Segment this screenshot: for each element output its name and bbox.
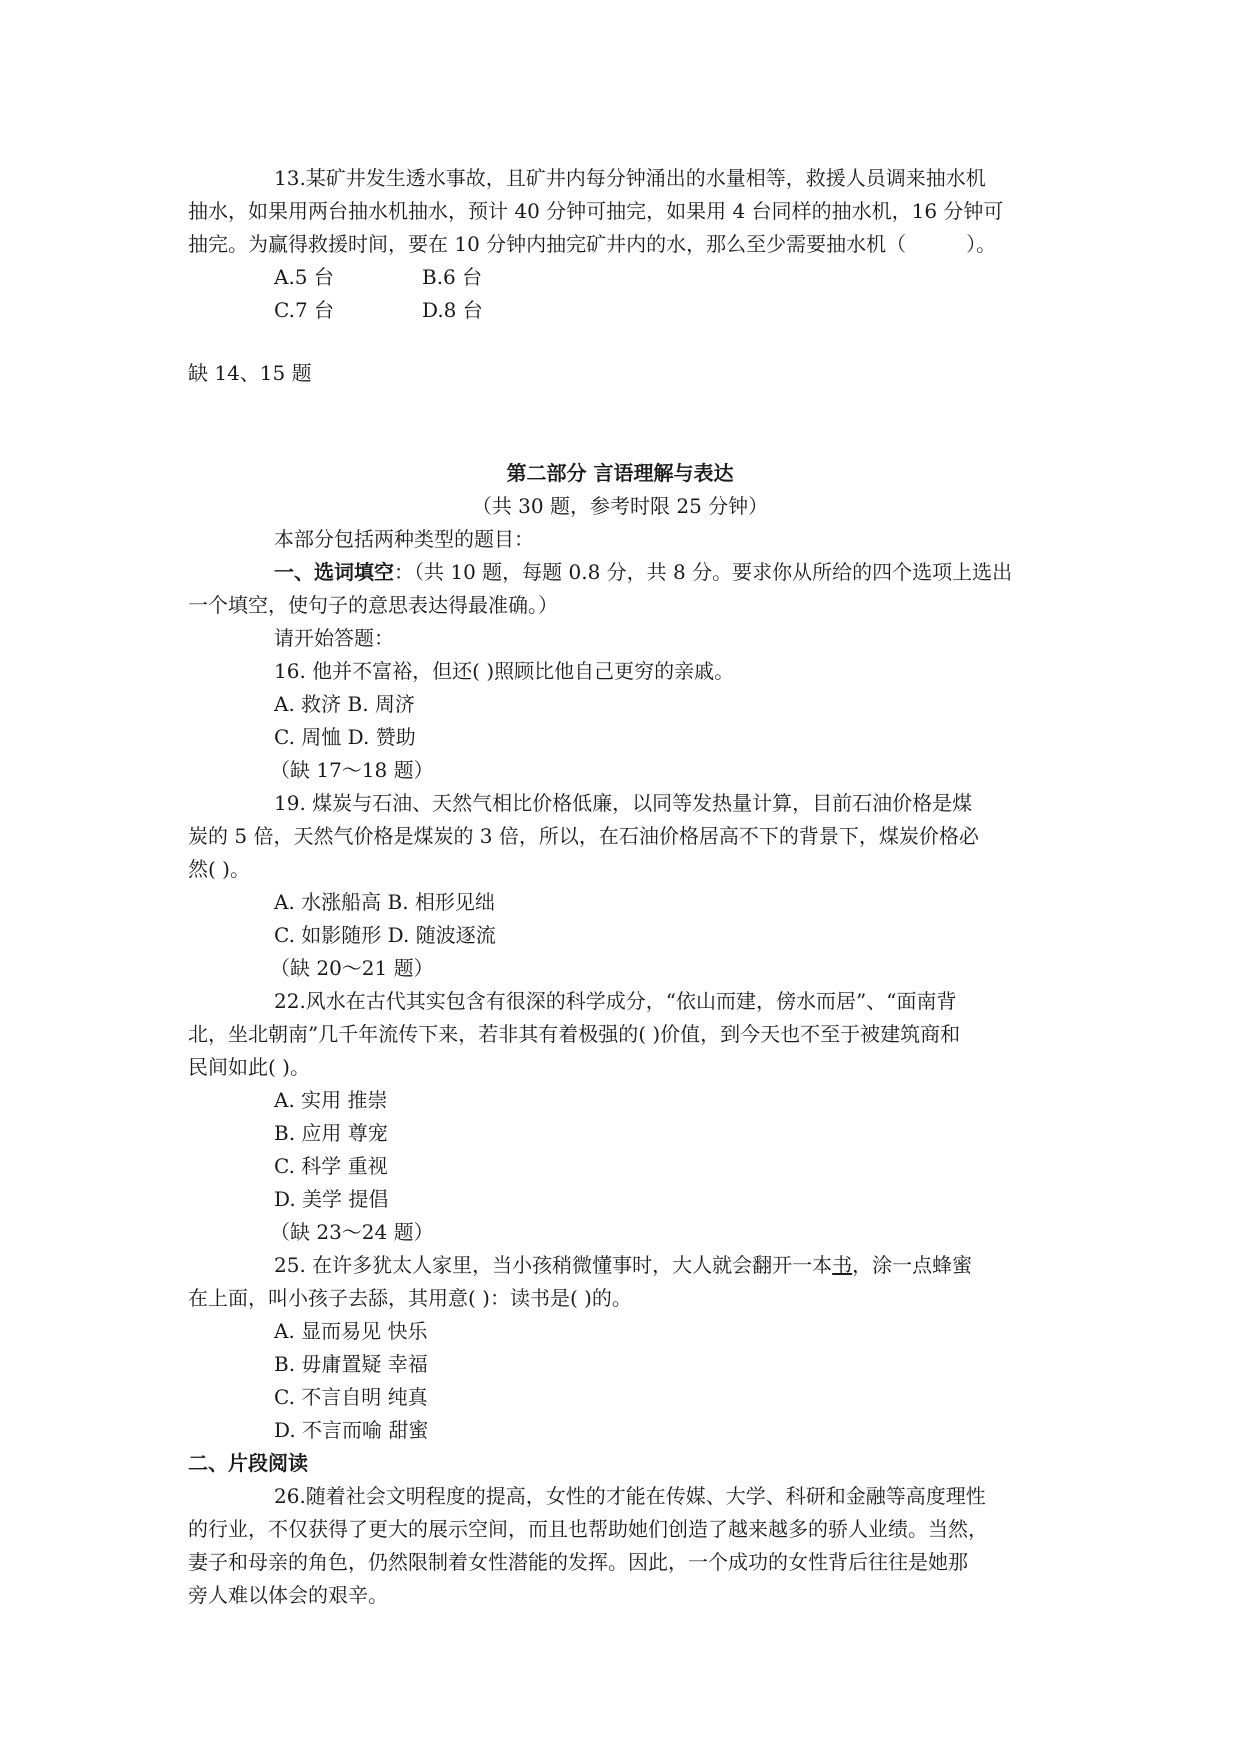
q22-line-1: 22.风水在古代其实包含有很深的科学成分，“依山而建，傍水而居”、“面南背 [274,989,957,1013]
q26-line-3: 妻子和母亲的角色，仍然限制着女性潜能的发挥。因此，一个成功的女性背后往往是她那 [188,1550,968,1574]
q16-options-ab: A. 救济 B. 周济 [274,692,415,716]
q25-option-a: A. 显而易见 快乐 [274,1319,428,1343]
section2-heading: 二、片段阅读 [188,1451,308,1475]
q22-option-b: B. 应用 尊宠 [274,1121,388,1145]
section1-instructions: ：（共 10 题，每题 0.8 分，共 8 分。要求你从所给的四个选项上选出 [394,560,1013,584]
q19-line-2: 炭的 5 倍，天然气价格是煤炭的 3 倍，所以，在石油价格居高不下的背景下，煤炭价格必 [188,824,979,848]
missing-note-14-15: 缺 14、15 题 [188,361,312,385]
missing-note-23-24: （缺 23～24 题） [270,1220,434,1244]
q25-line-1-text: 25. 在许多犹太人家里，当小孩稍微懂事时，大人就会翻开一本 [274,1253,833,1277]
q19-line-1: 19. 煤炭与石油、天然气相比价格低廉，以同等发热量计算，目前石油价格是煤 [274,791,973,815]
part2-subtitle: （共 30 题，参考时限 25 分钟） [471,494,769,518]
q22-option-a: A. 实用 推崇 [274,1088,388,1112]
part2-title: 第二部分 言语理解与表达 [506,461,734,485]
q25-option-b: B. 毋庸置疑 幸福 [274,1352,428,1376]
q26-line-2: 的行业，不仅获得了更大的展示空间，而且也帮助她们创造了越来越多的骄人业绩。当然， [188,1517,988,1541]
q26-line-4: 旁人难以体会的艰辛。 [188,1583,388,1607]
missing-note-17-18: （缺 17～18 题） [270,758,434,782]
q25-line-1-tail: ，涂一点蜂蜜 [852,1253,973,1277]
section1-line-2: 一个填空，使句子的意思表达得最准确。） [188,593,558,617]
q13-option-c: C.7 台 [274,298,335,322]
q25-line-1 [274,1251,972,1279]
q16-stem: 16. 他并不富裕，但还( )照顾比他自己更穷的亲戚。 [274,659,735,683]
q13-line-1: 13.某矿井发生透水事故，且矿井内每分钟涌出的水量相等，救援人员调来抽水机 [274,166,986,190]
q13-option-b: B.6 台 [422,265,483,289]
section1-heading: 一、选词填空 [274,560,394,584]
part2-intro: 本部分包括两种类型的题目： [274,527,534,551]
q19-options-cd: C. 如影随形 D. 随波逐流 [274,923,496,947]
q19-options-ab: A. 水涨船高 B. 相形见绌 [274,890,495,914]
q13-option-d: D.8 台 [422,298,483,322]
q13-line-3: 抽完。为赢得救援时间，要在 10 分钟内抽完矿井内的水，那么至少需要抽水机（ ）。 [188,232,997,256]
q19-line-3: 然( )。 [188,857,250,881]
q25-option-d: D. 不言而喻 甜蜜 [274,1418,429,1442]
missing-note-20-21: （缺 20～21 题） [270,956,434,980]
q22-line-3: 民间如此( )。 [188,1055,310,1079]
start-answering: 请开始答题： [274,626,394,650]
q26-line-1: 26.随着社会文明程度的提高，女性的才能在传媒、大学、科研和金融等高度理性 [274,1484,986,1508]
q22-line-2: 北，坐北朝南”几千年流传下来，若非其有着极强的( )价值，到今天也不至于被建筑商和 [188,1022,961,1046]
q13-line-2: 抽水，如果用两台抽水机抽水，预计 40 分钟可抽完，如果用 4 台同样的抽水机，16 分钟可 [188,199,1004,223]
q25-line-2: 在上面，叫小孩子去舔，其用意( )：读书是( )的。 [188,1286,632,1310]
q22-option-d: D. 美学 提倡 [274,1187,389,1211]
q16-options-cd: C. 周恤 D. 赞助 [274,725,416,749]
q22-option-c: C. 科学 重视 [274,1154,388,1178]
q25-underlined-word: 书 [832,1253,853,1277]
q13-option-a: A.5 台 [274,265,334,289]
section1-line-1 [274,558,1012,586]
q25-option-c: C. 不言自明 纯真 [274,1385,428,1409]
